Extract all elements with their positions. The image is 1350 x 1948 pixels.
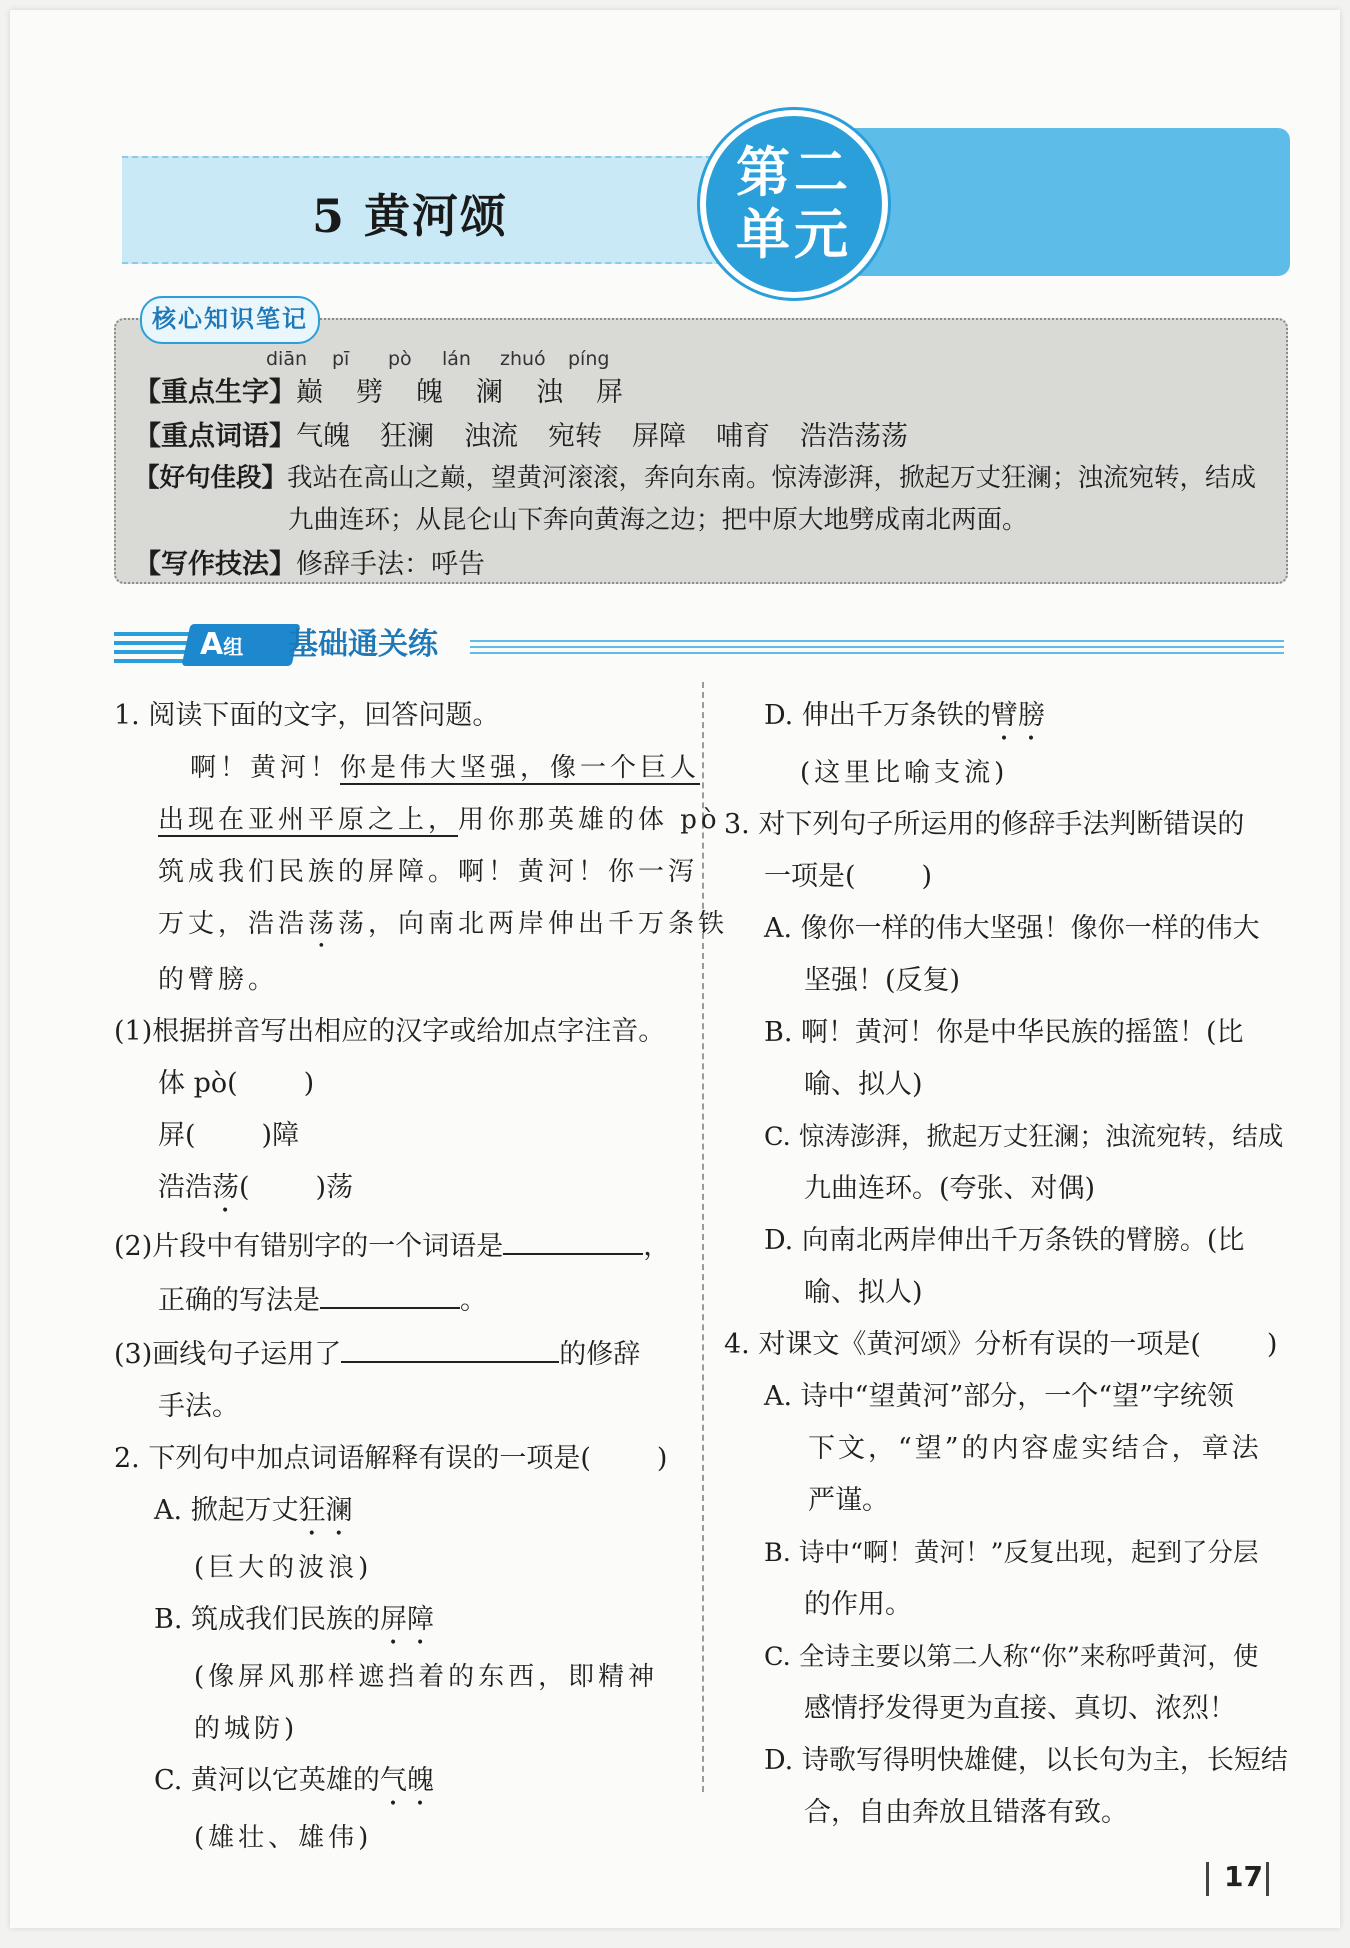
key-word: 哺育 bbox=[716, 421, 770, 452]
q1-sub2: (2)片段中有错别字的一个词语是 ， bbox=[114, 1219, 694, 1273]
q1-sub3: (3)画线句子运用了 的修辞 bbox=[114, 1327, 694, 1381]
q2-option-d: D. 伸出千万条铁的臂膀 bbox=[764, 700, 1045, 731]
q3-stem: 3. 对下列句子所运用的修辞手法判断错误的 bbox=[724, 809, 1245, 840]
key-char: 浊 bbox=[536, 377, 563, 408]
key-words: 【重点词语】气魄 狂澜 浊流 宛转 屏障 哺育 浩浩荡荡 bbox=[134, 421, 908, 452]
q1-sub3-c: 手法。 bbox=[158, 1391, 239, 1422]
q3-option-d: D. 向南北两岸伸出千万条铁的臂膀。(比 bbox=[764, 1225, 1245, 1256]
q1-stem: 1. 阅读下面的文字，回答问题。 bbox=[114, 700, 500, 731]
q1-passage-line3: 筑成我们民族的屏障。啊！黄河！你一泻 bbox=[158, 857, 699, 887]
workbook-page bbox=[10, 10, 1340, 1928]
q3-option-b-cont: 喻、拟人) bbox=[804, 1069, 923, 1100]
lesson-title-band bbox=[122, 156, 722, 264]
pinyin-5: zhuó bbox=[500, 348, 546, 370]
key-char: 魄 bbox=[416, 377, 443, 408]
q1-sub2-b: 正确的写法是 。 bbox=[114, 1273, 694, 1327]
q3-option-c-cont: 九曲连环。(夸张、对偶) bbox=[804, 1173, 1096, 1204]
q4-option-c-cont: 感情抒发得更为直接、真切、浓烈！ bbox=[804, 1693, 1236, 1724]
q2-option-c-note: (雄壮、雄伟) bbox=[194, 1823, 373, 1853]
unit-banner bbox=[830, 128, 1290, 276]
q2-option-c: C. 黄河以它英雄的气魄 bbox=[154, 1765, 434, 1796]
section-header bbox=[114, 622, 1284, 676]
answer-blank[interactable] bbox=[503, 1219, 643, 1255]
q3-option-a-cont: 坚强！(反复) bbox=[804, 965, 961, 996]
q1-passage-line4: 万丈，浩浩荡荡，向南北两岸伸出千万条铁 bbox=[158, 909, 729, 939]
q4-option-c: C. 全诗主要以第二人称“你”来称呼黄河，使 bbox=[764, 1642, 1259, 1672]
lesson-title: 5 黄河颂 bbox=[312, 189, 509, 243]
section-badge-label: A组 bbox=[200, 627, 244, 662]
pinyin-4: lán bbox=[442, 348, 471, 370]
q3-option-c: C. 惊涛澎湃，掀起万丈狂澜；浊流宛转，结成 bbox=[764, 1122, 1284, 1152]
unit-label-line1: 第二 bbox=[736, 141, 852, 204]
q3-option-b: B. 啊！黄河！你是中华民族的摇篮！(比 bbox=[764, 1017, 1244, 1048]
q2-option-b: B. 筑成我们民族的屏障 bbox=[154, 1604, 435, 1635]
key-char: 屏 bbox=[596, 377, 623, 408]
unit-label-line2: 单元 bbox=[736, 203, 852, 266]
q4-option-d: D. 诗歌写得明快雄健，以长句为主，长短结 bbox=[764, 1745, 1288, 1776]
q1-passage-line1: 啊！黄河！你是伟大坚强，像一个巨人 bbox=[190, 753, 701, 783]
page-number: 17 bbox=[1224, 1860, 1263, 1893]
q1-passage-line2: 出现在亚州平原之上，用你那英雄的体 pò bbox=[158, 805, 721, 835]
underlined-sentence: 出现在亚州平原之上， bbox=[158, 805, 459, 835]
q4-option-a-cont2: 严谨。 bbox=[808, 1485, 889, 1516]
key-char: 巅 bbox=[296, 377, 323, 408]
q2-option-d-note: (这里比喻支流) bbox=[800, 758, 1009, 788]
q1-sub1: (1)根据拼音写出相应的汉字或给加点字注音。 bbox=[114, 1016, 666, 1047]
q1-sub1-a: 体 pò( ) bbox=[158, 1068, 315, 1099]
key-word: 气魄 bbox=[296, 421, 350, 452]
underlined-sentence: 你是伟大坚强，像一个巨人 bbox=[340, 753, 701, 783]
q2-stem: 2. 下列句中加点词语解释有误的一项是( ) bbox=[114, 1443, 668, 1474]
q4-option-a-cont: 下文，“望”的内容虚实结合，章法 bbox=[808, 1433, 1262, 1464]
q1-passage-line5: 的臂膀。 bbox=[158, 965, 279, 995]
good-sentence: 【好句佳段】我站在高山之巅，望黄河滚滚，奔向东南。惊涛澎湃，掀起万丈狂澜；浊流宛转，结成 bbox=[134, 463, 1257, 493]
column-divider bbox=[702, 682, 704, 1792]
q4-stem: 4. 对课文《黄河颂》分析有误的一项是( ) bbox=[724, 1329, 1278, 1360]
key-char: 澜 bbox=[476, 377, 503, 408]
q2-option-a: A. 掀起万丈狂澜 bbox=[154, 1495, 353, 1526]
pinyin-2: pī bbox=[332, 348, 350, 370]
key-word: 屏障 bbox=[632, 421, 686, 452]
q3-option-d-cont: 喻、拟人) bbox=[804, 1277, 923, 1308]
right-column bbox=[724, 670, 1294, 1839]
left-column bbox=[114, 670, 729, 1864]
page-number-bar bbox=[1206, 1862, 1209, 1896]
q2-option-a-note: (巨大的波浪) bbox=[194, 1553, 373, 1583]
section-title: 基础通关练 bbox=[288, 627, 438, 662]
q1-sub1-c: 浩浩荡( )荡 bbox=[158, 1172, 354, 1203]
answer-blank[interactable] bbox=[320, 1273, 460, 1309]
good-sentence-cont: 九曲连环；从昆仑山下奔向黄海之边；把中原大地劈成南北两面。 bbox=[288, 505, 1028, 535]
answer-blank[interactable] bbox=[341, 1327, 559, 1363]
key-characters: 【重点生字】巅 劈 魄 澜 浊 屏 bbox=[134, 370, 656, 409]
q1-sub1-b: 屏( )障 bbox=[158, 1120, 300, 1151]
q2-option-b-note: (像屏风那样遮挡着的东西，即精神 bbox=[194, 1662, 659, 1692]
q4-option-b-cont: 的作用。 bbox=[804, 1589, 912, 1620]
key-char: 劈 bbox=[356, 377, 383, 408]
q4-option-b: B. 诗中“啊！黄河！”反复出现，起到了分层 bbox=[764, 1538, 1259, 1568]
writing-technique: 【写作技法】修辞手法：呼告 bbox=[134, 549, 485, 580]
q2-option-b-note-cont: 的城防) bbox=[194, 1714, 299, 1744]
section-lines bbox=[470, 640, 1284, 658]
core-knowledge-tag: 核心知识笔记 bbox=[140, 296, 320, 344]
key-word: 浊流 bbox=[464, 421, 518, 452]
pinyin-3: pò bbox=[388, 348, 412, 370]
pinyin-6: píng bbox=[568, 348, 610, 370]
unit-badge bbox=[700, 110, 888, 298]
page-number-bar bbox=[1266, 1862, 1269, 1896]
q4-option-a: A. 诗中“望黄河”部分，一个“望”字统领 bbox=[764, 1381, 1234, 1412]
key-word: 狂澜 bbox=[380, 421, 434, 452]
key-word: 浩浩荡荡 bbox=[800, 421, 908, 452]
key-word: 宛转 bbox=[548, 421, 602, 452]
pinyin-1: diān bbox=[266, 348, 308, 370]
q3-option-a: A. 像你一样的伟大坚强！像你一样的伟大 bbox=[764, 913, 1260, 944]
q3-stem-cont: 一项是( ) bbox=[764, 861, 933, 892]
q4-option-d-cont: 合，自由奔放且错落有致。 bbox=[804, 1797, 1128, 1828]
core-knowledge-box bbox=[114, 318, 1288, 584]
